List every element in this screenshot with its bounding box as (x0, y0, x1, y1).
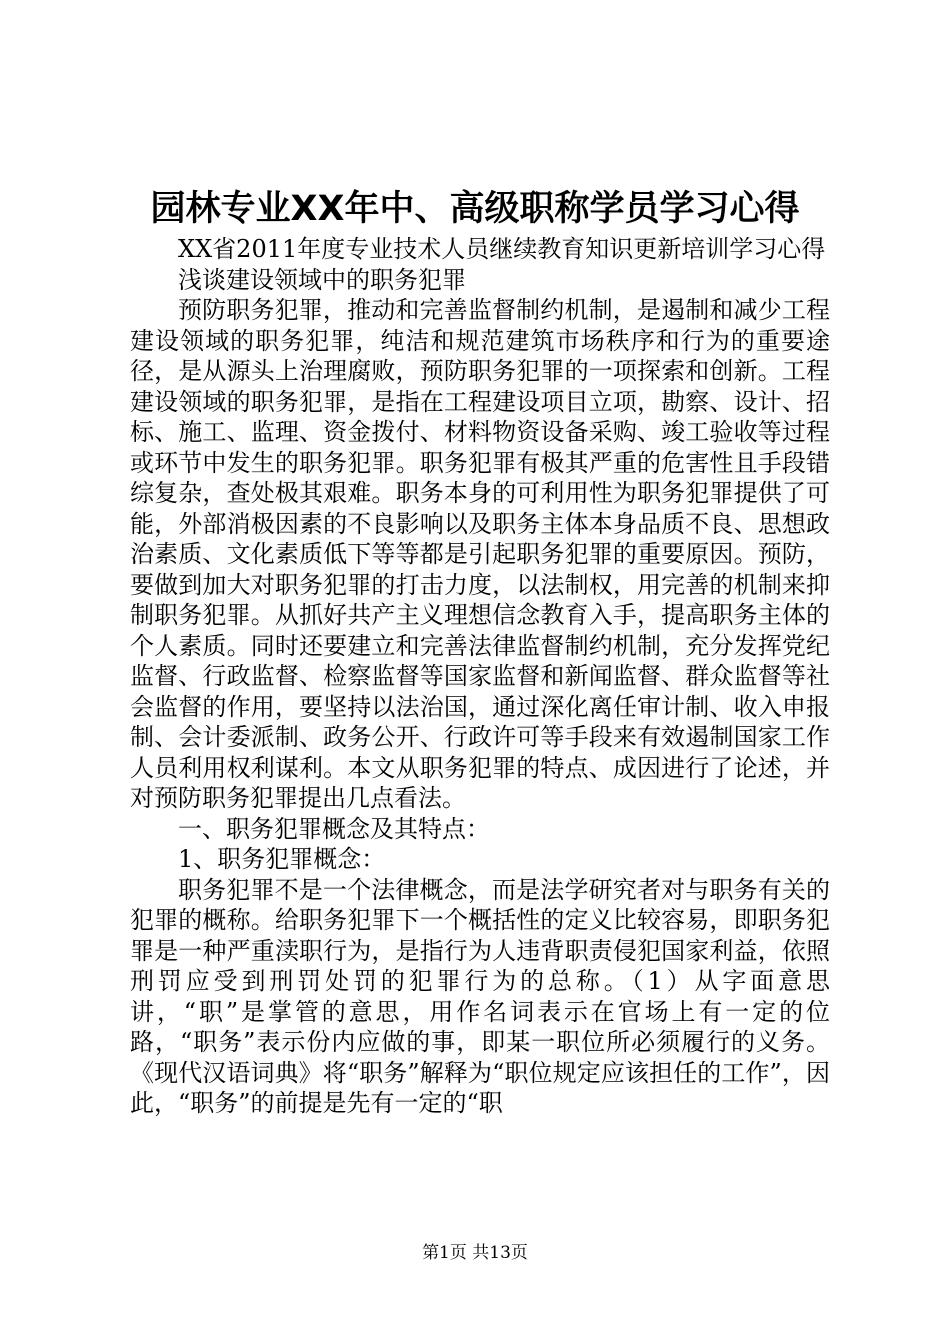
document-title: 园林专业XX年中、高级职称学员学习心得 (150, 189, 800, 229)
document-body (130, 234, 830, 1119)
paragraph: 预防职务犯罪，推动和完善监督制约机制，是遏制和减少工程建设领域的职务犯罪，纯洁和规范建筑市场秩序和行为的重要途径，是从源头上治理腐败，预防职务犯罪的一项探索和创新。工程建设领域的职务犯罪，是指在工程建设项目立项，勘察、设计、招标、施工、监理、资金拨付、材料物资设备采购、竣工验收等过程或环节中发生的职务犯罪。职务犯罪有极其严重的危害性且手段错综复杂，查处极其艰难。职务本身的可利用性为职务犯罪提供了可能，外部消极因素的不良影响以及职务主体本身品质不良、思想政治素质、文化素质低下等等都是引起职务犯罪的重要原因。预防，要做到加大对职务犯罪的打击力度，以法制权，用完善的机制来抑制职务犯罪。从抓好共产主义理想信念教育入手，提高职务主体的个人素质。同时还要建立和完善法律监督制约机制，充分发挥党纪监督、行政监督、检察监督等国家监督和新闻监督、群众监督等社会监督的作用，要坚持以法治国，通过深化离任审计制、收入申报制、会计委派制、政务公开、行政许可等手段来有效遏制国家工作人员利用权利谋利。本文从职务犯罪的特点、成因进行了论述，并对预防职务犯罪提出几点看法。 (130, 296, 830, 812)
subtitle: XX省2011年度专业技术人员继续教育知识更新培训学习心得 (178, 235, 826, 263)
article-title: 浅谈建设领域中的职务犯罪 (178, 265, 466, 294)
paragraph: 职务犯罪不是一个法律概念，而是法学研究者对与职务有关的犯罪的概称。给职务犯罪下一个概括性的定义比较容易，即职务犯罪是一种严重渎职行为，是指行为人违背职责侵犯国家利益，依照刑罚应受到刑罚处罚的犯罪行为的总称。（1）从字面意思讲，“职”是掌管的意思，用作名词表示在官场上有一定的位路，“职务”表示份内应做的事，即某一职位所必须履行的义务。《现代汉语词典》将“职务”解释为“职位规定应该担任的工作”，因此，“职务”的前提是先有一定的“职 (130, 875, 830, 1117)
page-footer: 第1页 共13页 (422, 1243, 528, 1263)
section-heading: 一、职务犯罪概念及其特点： (178, 814, 490, 843)
subsection-heading: 1、职务犯罪概念： (178, 845, 386, 873)
